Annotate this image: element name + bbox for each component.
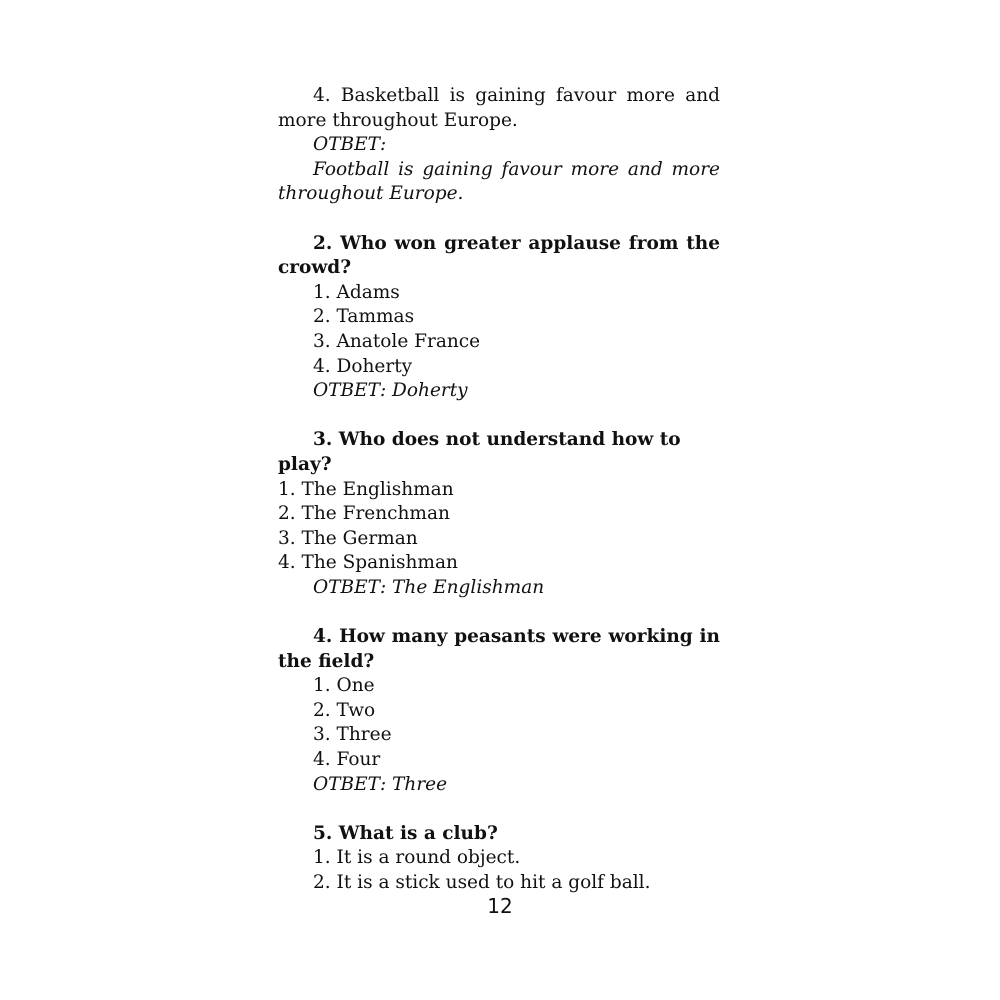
page-number: 12	[487, 894, 513, 918]
question-text: 2. Who won greater applause from the	[313, 232, 720, 254]
answer: ОТВЕТ: Three	[313, 773, 448, 795]
option: 2. Tammas	[313, 306, 415, 328]
option: 1. The Englishman	[278, 478, 454, 500]
intro-answer-line-2: throughout Europe.	[278, 183, 464, 205]
option: 3. Anatole France	[313, 330, 481, 352]
intro-option-line-1: 4. Basketball is gaining favour more and	[313, 85, 720, 106]
question-text: 3. Who does not understand how to play?	[278, 429, 681, 475]
option: 2. The Frenchman	[278, 503, 450, 525]
question-3	[278, 428, 720, 600]
answer: ОТВЕТ: The Englishman	[313, 576, 545, 598]
intro-answer-line-1: Football is gaining favour more and more	[313, 158, 720, 180]
intro-option-line-2: more throughout Europe.	[278, 109, 518, 131]
question-text-cont: the field?	[278, 650, 375, 672]
option: 4. Four	[313, 749, 381, 771]
question-text-cont: crowd?	[278, 257, 352, 279]
option: 3. Three	[313, 724, 392, 746]
question-text: 4. How many peasants were working in	[313, 626, 720, 648]
question-4	[278, 625, 720, 797]
option: 2. It is a stick used to hit a golf ball.	[313, 872, 651, 893]
option: 1. One	[313, 675, 375, 697]
option: 4. Doherty	[313, 355, 413, 377]
intro-answer-label: ОТВЕТ:	[313, 134, 387, 156]
question-2	[278, 232, 720, 404]
question-5	[278, 822, 720, 896]
question-text: 5. What is a club?	[313, 822, 498, 844]
option: 1. It is a round object.	[313, 847, 521, 869]
option: 4. The Spanishman	[278, 552, 458, 574]
option: 1. Adams	[313, 281, 400, 303]
option: 3. The German	[278, 527, 418, 549]
answer: ОТВЕТ: Doherty	[313, 380, 468, 402]
option: 2. Two	[313, 699, 376, 721]
page-content	[278, 84, 720, 896]
